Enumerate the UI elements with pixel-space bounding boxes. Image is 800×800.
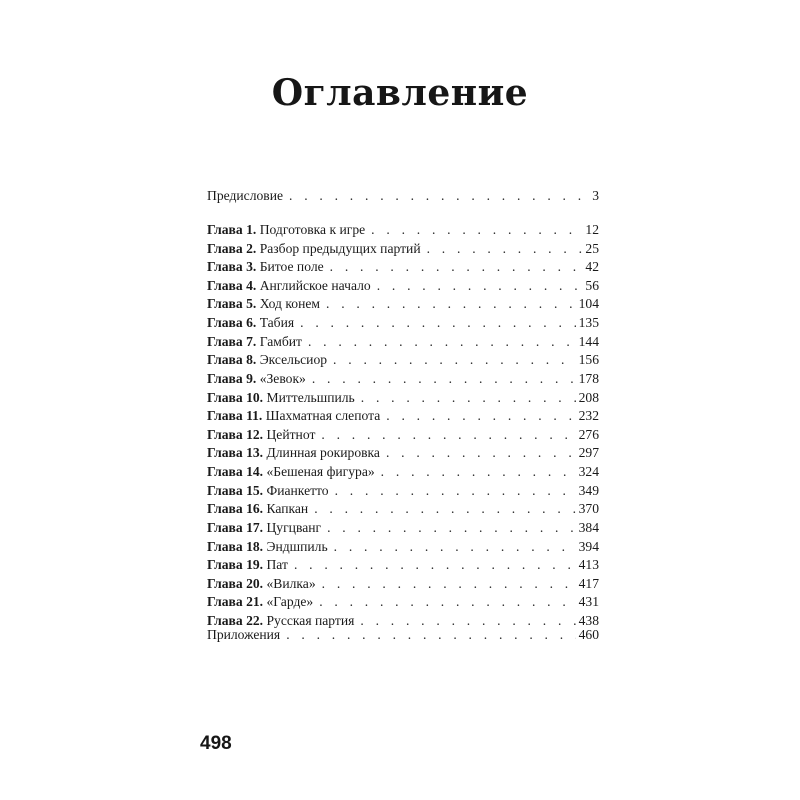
chapter-title: Битое поле xyxy=(259,259,324,275)
dot-leader xyxy=(308,333,576,351)
chapter-number: Глава 8. xyxy=(207,352,257,368)
toc-entry-label: Приложения xyxy=(207,627,281,642)
toc-entry-label xyxy=(207,575,316,593)
toc-page-number: 384 xyxy=(578,519,599,535)
chapter-number: Глава 10. xyxy=(207,389,264,405)
chapter-number: Глава 3. xyxy=(207,259,257,275)
toc-entry-label xyxy=(207,277,371,295)
chapter-title: Эксельсиор xyxy=(259,352,328,368)
toc-entry-label xyxy=(207,314,294,332)
toc-entry-label xyxy=(207,258,324,276)
toc-entry-label xyxy=(207,426,315,444)
toc-entry-label xyxy=(207,444,380,462)
toc-page-number: 417 xyxy=(578,575,599,591)
toc-page-number: 232 xyxy=(578,408,599,424)
toc-entry-label xyxy=(207,389,355,407)
chapter-title: Цейтнот xyxy=(266,426,316,442)
toc-entry-chapter[interactable] xyxy=(207,556,599,574)
toc-page-number: 370 xyxy=(578,501,599,517)
toc-page-number: 3 xyxy=(592,188,599,203)
toc-entry-label xyxy=(207,593,313,611)
toc-entry-label xyxy=(207,240,421,258)
toc-page-number: 144 xyxy=(578,333,599,349)
toc-entry-chapter[interactable] xyxy=(207,314,599,332)
dot-leader xyxy=(330,258,583,276)
chapter-title: «Вилка» xyxy=(266,575,316,591)
chapter-title: Гамбит xyxy=(259,333,302,349)
toc-entry-chapter[interactable] xyxy=(207,538,599,556)
chapter-number: Глава 14. xyxy=(207,464,264,480)
chapter-title: Русская партия xyxy=(266,613,355,629)
dot-leader xyxy=(326,295,576,313)
dot-leader xyxy=(322,575,576,593)
toc-page-number: 178 xyxy=(578,370,599,386)
toc-entry-chapter[interactable] xyxy=(207,426,599,444)
chapter-number: Глава 18. xyxy=(207,538,264,554)
toc-entry-chapter[interactable] xyxy=(207,482,599,500)
toc-page-number: 324 xyxy=(578,464,599,480)
toc-entry-chapter[interactable] xyxy=(207,221,599,239)
chapter-number: Глава 15. xyxy=(207,482,264,498)
chapter-number: Глава 9. xyxy=(207,370,257,386)
dot-leader xyxy=(314,500,575,518)
dot-leader xyxy=(300,314,575,332)
toc-entry-label xyxy=(207,500,308,518)
chapter-title: Ход конем xyxy=(259,296,320,312)
dot-leader xyxy=(361,389,576,407)
dot-leader xyxy=(335,482,576,500)
toc-page-number: 56 xyxy=(585,277,599,293)
toc-entry-chapter[interactable] xyxy=(207,463,599,481)
toc-page-number: 297 xyxy=(578,445,599,461)
toc-entry-label xyxy=(207,519,321,537)
dot-leader xyxy=(371,221,582,239)
toc-entry-label xyxy=(207,463,375,481)
toc-entry-chapter[interactable] xyxy=(207,277,599,295)
chapter-title: «Бешеная фигура» xyxy=(266,464,375,480)
toc-page-number: 431 xyxy=(578,594,599,610)
chapter-number: Глава 6. xyxy=(207,315,257,331)
chapter-number: Глава 11. xyxy=(207,408,263,424)
toc-entry-chapter[interactable] xyxy=(207,500,599,518)
toc-page-number: 349 xyxy=(578,482,599,498)
toc-entry-label xyxy=(207,333,302,351)
chapter-number: Глава 21. xyxy=(207,594,264,610)
dot-leader xyxy=(294,556,576,574)
chapter-title: Пат xyxy=(266,557,288,573)
chapter-number: Глава 1. xyxy=(207,222,257,237)
toc-entry-label xyxy=(207,556,288,574)
toc-page-number: 460 xyxy=(578,627,599,642)
toc-page-number: 135 xyxy=(578,315,599,331)
toc-entry-chapter[interactable] xyxy=(207,258,599,276)
toc-entry-appendix[interactable] xyxy=(207,626,599,644)
dot-leader xyxy=(386,407,575,425)
toc-entry-chapter[interactable] xyxy=(207,389,599,407)
toc-entry-label xyxy=(207,482,329,500)
toc-entry-label xyxy=(207,370,306,388)
page-number: 498 xyxy=(200,733,232,754)
chapter-title: Английское начало xyxy=(259,277,371,293)
toc-entry-label xyxy=(207,538,328,556)
toc-entry-label xyxy=(207,295,320,313)
toc-entry-label xyxy=(207,351,327,369)
chapter-number: Глава 22. xyxy=(207,613,264,629)
toc-page-number: 276 xyxy=(578,426,599,442)
toc-entry-label xyxy=(207,407,380,425)
toc-entry-chapter[interactable] xyxy=(207,593,599,611)
toc-entry-chapter[interactable] xyxy=(207,370,599,388)
chapter-title: Табия xyxy=(259,315,295,331)
toc-entry-chapter[interactable] xyxy=(207,351,599,369)
chapter-number: Глава 13. xyxy=(207,445,264,461)
chapter-title: Миттельшпиль xyxy=(266,389,355,405)
toc-page-number: 413 xyxy=(578,557,599,573)
chapter-title: Капкан xyxy=(266,501,309,517)
toc-page-number: 42 xyxy=(585,259,599,275)
chapter-number: Глава 17. xyxy=(207,519,264,535)
chapter-number: Глава 5. xyxy=(207,296,257,312)
toc-page-number: 438 xyxy=(578,613,599,629)
dot-leader xyxy=(386,444,576,462)
toc-entry-preface[interactable] xyxy=(207,187,599,205)
dot-leader xyxy=(327,519,576,537)
dot-leader xyxy=(312,370,576,388)
toc-entry-chapter[interactable] xyxy=(207,240,599,258)
toc-entry-chapter[interactable] xyxy=(207,407,599,425)
dot-leader xyxy=(286,626,575,644)
chapter-number: Глава 7. xyxy=(207,333,257,349)
dot-leader xyxy=(427,240,583,258)
toc-page-number: 25 xyxy=(585,240,599,256)
dot-leader xyxy=(289,187,589,205)
chapter-title: Цугцванг xyxy=(266,519,322,535)
toc-page-number: 104 xyxy=(578,296,599,312)
page-title: Оглавление xyxy=(271,72,529,114)
chapter-number: Глава 12. xyxy=(207,426,264,442)
toc-page-number: 394 xyxy=(578,538,599,554)
toc-entry-chapter[interactable] xyxy=(207,575,599,593)
chapter-title: Разбор предыдущих партий xyxy=(259,240,421,256)
toc-entry-chapter[interactable] xyxy=(207,519,599,537)
chapter-title: Фианкетто xyxy=(266,482,329,498)
dot-leader xyxy=(377,277,583,295)
chapter-title: Шахматная слепота xyxy=(265,408,381,424)
dot-leader xyxy=(334,538,576,556)
chapter-title: «Зевок» xyxy=(259,370,306,386)
dot-leader xyxy=(381,463,576,481)
dot-leader xyxy=(333,351,576,369)
toc-page-number: 12 xyxy=(585,222,599,237)
toc-page-number: 208 xyxy=(578,389,599,405)
chapter-title: Длинная рокировка xyxy=(266,445,380,461)
toc-entry-label xyxy=(207,221,365,239)
chapter-number: Глава 4. xyxy=(207,277,257,293)
toc-entry-label: Предисловие xyxy=(207,188,284,203)
toc-entry-chapter[interactable] xyxy=(207,295,599,313)
toc-entry-chapter[interactable] xyxy=(207,444,599,462)
chapter-title: «Гарде» xyxy=(266,594,314,610)
toc-page-number: 156 xyxy=(578,352,599,368)
chapter-number: Глава 16. xyxy=(207,501,264,517)
dot-leader xyxy=(319,593,575,611)
chapter-number: Глава 20. xyxy=(207,575,264,591)
toc-entry-chapter[interactable] xyxy=(207,333,599,351)
chapter-title: Эндшпиль xyxy=(266,538,328,554)
dot-leader xyxy=(321,426,575,444)
chapter-number: Глава 2. xyxy=(207,240,257,256)
chapter-title: Подготовка к игре xyxy=(259,222,366,237)
chapter-number: Глава 19. xyxy=(207,557,264,573)
